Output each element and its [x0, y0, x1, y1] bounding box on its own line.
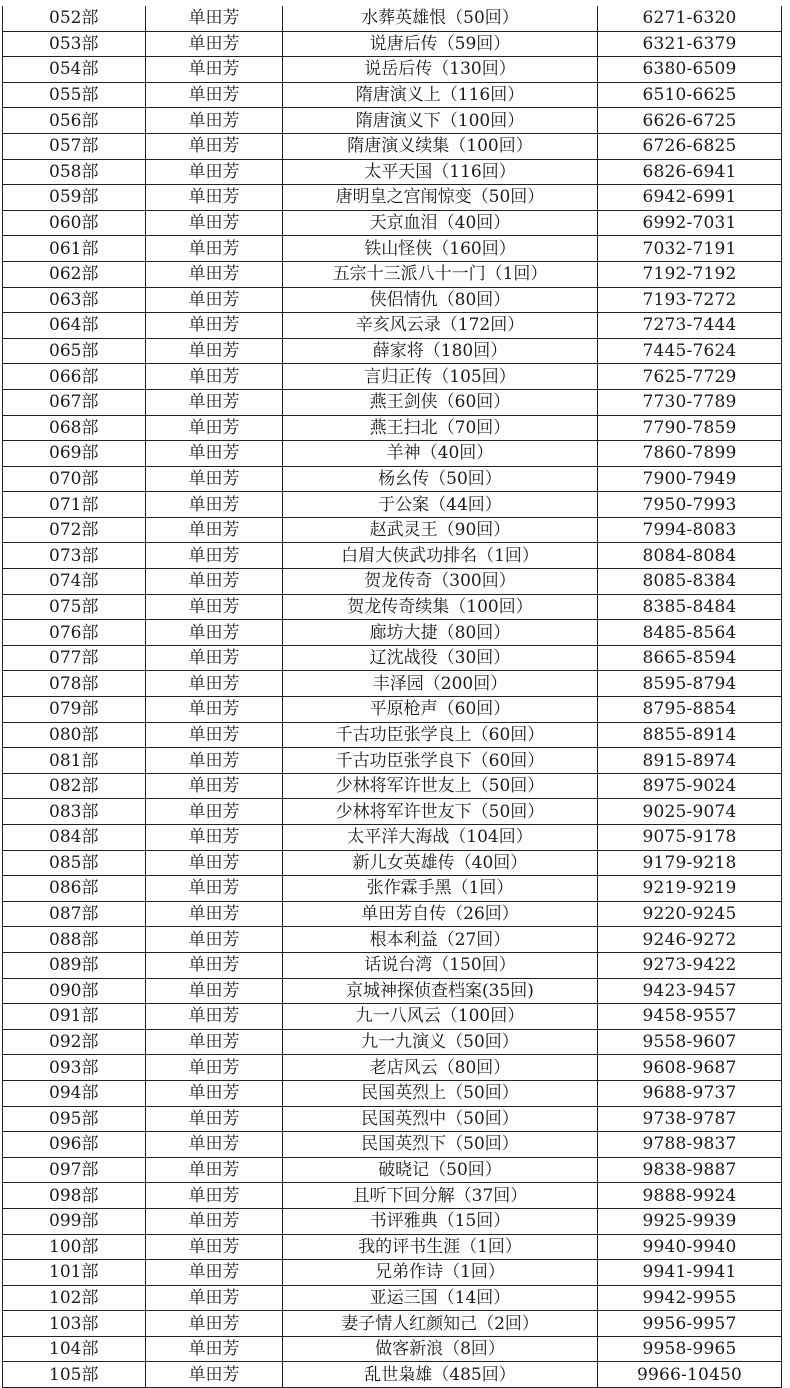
part-number-cell: 072部: [3, 517, 146, 543]
title-cell: 贺龙传奇（300回）: [283, 569, 598, 595]
title-cell: 薛家将（180回）: [283, 338, 598, 364]
table-row: [3, 1080, 782, 1106]
episode-range-cell: 9025-9074: [598, 799, 782, 825]
performer-cell: 单田芳: [146, 364, 283, 390]
part-number-cell: 087部: [3, 901, 146, 927]
performer-cell: 单田芳: [146, 594, 283, 620]
title-cell: 五宗十三派八十一门（1回）: [283, 261, 598, 287]
table-row: [3, 1311, 782, 1337]
performer-cell: 单田芳: [146, 313, 283, 339]
title-cell: 铁山怪侠（160回）: [283, 236, 598, 262]
title-cell: 亚运三国（14回）: [283, 1285, 598, 1311]
performer-cell: 单田芳: [146, 1234, 283, 1260]
table-row: [3, 415, 782, 441]
table-row: [3, 364, 782, 390]
part-number-cell: 078部: [3, 671, 146, 697]
table-row: [3, 1183, 782, 1209]
table-row: [3, 57, 782, 83]
episode-range-cell: 8975-9024: [598, 773, 782, 799]
title-cell: 根本利益（27回）: [283, 927, 598, 953]
title-cell: 破晓记（50回）: [283, 1157, 598, 1183]
title-cell: 我的评书生涯（1回）: [283, 1234, 598, 1260]
title-cell: 侠侣情仇（80回）: [283, 287, 598, 313]
title-cell: 水葬英雄恨（50回）: [283, 6, 598, 31]
performer-cell: 单田芳: [146, 287, 283, 313]
part-number-cell: 067部: [3, 389, 146, 415]
table-row: [3, 543, 782, 569]
table-row: [3, 594, 782, 620]
table-row: [3, 850, 782, 876]
episode-range-cell: 9423-9457: [598, 978, 782, 1004]
performer-cell: 单田芳: [146, 517, 283, 543]
title-cell: 民国英烈下（50回）: [283, 1132, 598, 1158]
part-number-cell: 099部: [3, 1208, 146, 1234]
episode-range-cell: 9688-9737: [598, 1080, 782, 1106]
performer-cell: 单田芳: [146, 1260, 283, 1286]
part-number-cell: 074部: [3, 569, 146, 595]
table-row: [3, 748, 782, 774]
performer-cell: 单田芳: [146, 210, 283, 236]
title-cell: 太平天国（116回）: [283, 159, 598, 185]
performer-cell: 单田芳: [146, 1080, 283, 1106]
episode-range-cell: 9958-9965: [598, 1336, 782, 1362]
title-cell: 妻子情人红颜知己（2回）: [283, 1311, 598, 1337]
title-cell: 太平洋大海战（104回）: [283, 825, 598, 851]
title-cell: 说岳后传（130回）: [283, 57, 598, 83]
part-number-cell: 083部: [3, 799, 146, 825]
title-cell: 新儿女英雄传（40回）: [283, 850, 598, 876]
title-cell: 辛亥风云录（172回）: [283, 313, 598, 339]
performer-cell: 单田芳: [146, 108, 283, 134]
performer-cell: 单田芳: [146, 876, 283, 902]
table-row: [3, 773, 782, 799]
part-number-cell: 100部: [3, 1234, 146, 1260]
episode-range-cell: 9956-9957: [598, 1311, 782, 1337]
performer-cell: 单田芳: [146, 748, 283, 774]
episode-range-cell: 7192-7192: [598, 261, 782, 287]
episode-range-cell: 9738-9787: [598, 1106, 782, 1132]
performer-cell: 单田芳: [146, 236, 283, 262]
part-number-cell: 056部: [3, 108, 146, 134]
table-row: [3, 927, 782, 953]
title-cell: 隋唐演义续集（100回）: [283, 133, 598, 159]
performer-cell: 单田芳: [146, 159, 283, 185]
performer-cell: 单田芳: [146, 1132, 283, 1158]
episode-range-cell: 6942-6991: [598, 185, 782, 211]
title-cell: 平原枪声（60回）: [283, 697, 598, 723]
performer-cell: 单田芳: [146, 492, 283, 518]
part-number-cell: 058部: [3, 159, 146, 185]
title-cell: 民国英烈中（50回）: [283, 1106, 598, 1132]
part-number-cell: 103部: [3, 1311, 146, 1337]
performer-cell: 单田芳: [146, 901, 283, 927]
performer-cell: 单田芳: [146, 82, 283, 108]
part-number-cell: 098部: [3, 1183, 146, 1209]
part-number-cell: 094部: [3, 1080, 146, 1106]
performer-cell: 单田芳: [146, 1311, 283, 1337]
episode-range-cell: 8085-8384: [598, 569, 782, 595]
title-cell: 廊坊大捷（80回）: [283, 620, 598, 646]
table-row: [3, 799, 782, 825]
part-number-cell: 105部: [3, 1362, 146, 1388]
performer-cell: 单田芳: [146, 722, 283, 748]
table-row: [3, 6, 782, 31]
part-number-cell: 101部: [3, 1260, 146, 1286]
table-row: [3, 1029, 782, 1055]
performer-cell: 单田芳: [146, 389, 283, 415]
performer-cell: 单田芳: [146, 543, 283, 569]
title-cell: 兄弟作诗（1回）: [283, 1260, 598, 1286]
episode-range-cell: 6726-6825: [598, 133, 782, 159]
performer-cell: 单田芳: [146, 1157, 283, 1183]
performer-cell: 单田芳: [146, 31, 283, 57]
performer-cell: 单田芳: [146, 773, 283, 799]
performer-cell: 单田芳: [146, 261, 283, 287]
episode-range-cell: 9075-9178: [598, 825, 782, 851]
title-cell: 杨幺传（50回）: [283, 466, 598, 492]
episode-range-cell: 9940-9940: [598, 1234, 782, 1260]
episode-range-cell: 6826-6941: [598, 159, 782, 185]
table-row: [3, 210, 782, 236]
episode-range-cell: 7193-7272: [598, 287, 782, 313]
title-cell: 天京血泪（40回）: [283, 210, 598, 236]
performer-cell: 单田芳: [146, 645, 283, 671]
episode-range-cell: 7860-7899: [598, 441, 782, 467]
performer-cell: 单田芳: [146, 1106, 283, 1132]
table-row: [3, 389, 782, 415]
title-cell: 辽沈战役（30回）: [283, 645, 598, 671]
table-row: [3, 492, 782, 518]
part-number-cell: 076部: [3, 620, 146, 646]
performer-cell: 单田芳: [146, 1055, 283, 1081]
table-row: [3, 876, 782, 902]
title-cell: 老店风云（80回）: [283, 1055, 598, 1081]
episode-range-cell: 9608-9687: [598, 1055, 782, 1081]
part-number-cell: 090部: [3, 978, 146, 1004]
performer-cell: 单田芳: [146, 671, 283, 697]
episode-range-cell: 9558-9607: [598, 1029, 782, 1055]
episode-range-cell: 6321-6379: [598, 31, 782, 57]
title-cell: 少林将军许世友下（50回）: [283, 799, 598, 825]
title-cell: 隋唐演义下（100回）: [283, 108, 598, 134]
performer-cell: 单田芳: [146, 338, 283, 364]
part-number-cell: 097部: [3, 1157, 146, 1183]
part-number-cell: 092部: [3, 1029, 146, 1055]
part-number-cell: 068部: [3, 415, 146, 441]
episode-range-cell: 6626-6725: [598, 108, 782, 134]
performer-cell: 单田芳: [146, 466, 283, 492]
table-row: [3, 1106, 782, 1132]
table-row: [3, 1208, 782, 1234]
title-cell: 言归正传（105回）: [283, 364, 598, 390]
performer-cell: 单田芳: [146, 1285, 283, 1311]
part-number-cell: 084部: [3, 825, 146, 851]
title-cell: 燕王扫北（70回）: [283, 415, 598, 441]
table-row: [3, 978, 782, 1004]
title-cell: 隋唐演义上（116回）: [283, 82, 598, 108]
episode-range-cell: 9788-9837: [598, 1132, 782, 1158]
title-cell: 贺龙传奇续集（100回）: [283, 594, 598, 620]
title-cell: 书评雅典（15回）: [283, 1208, 598, 1234]
table-row: [3, 1260, 782, 1286]
episode-range-cell: 9219-9219: [598, 876, 782, 902]
part-number-cell: 104部: [3, 1336, 146, 1362]
table-row: [3, 569, 782, 595]
part-number-cell: 102部: [3, 1285, 146, 1311]
table-row: [3, 901, 782, 927]
performer-cell: 单田芳: [146, 1183, 283, 1209]
table-row: [3, 287, 782, 313]
table-row: [3, 1336, 782, 1362]
part-number-cell: 065部: [3, 338, 146, 364]
title-cell: 说唐后传（59回）: [283, 31, 598, 57]
performer-cell: 单田芳: [146, 927, 283, 953]
performer-cell: 单田芳: [146, 799, 283, 825]
performer-cell: 单田芳: [146, 57, 283, 83]
performer-cell: 单田芳: [146, 6, 283, 31]
episode-range-cell: 7730-7789: [598, 389, 782, 415]
table-row: [3, 108, 782, 134]
part-number-cell: 077部: [3, 645, 146, 671]
part-number-cell: 057部: [3, 133, 146, 159]
title-cell: 张作霖手黑（1回）: [283, 876, 598, 902]
episode-range-cell: 7032-7191: [598, 236, 782, 262]
part-number-cell: 059部: [3, 185, 146, 211]
title-cell: 羊神（40回）: [283, 441, 598, 467]
title-cell: 话说台湾（150回）: [283, 952, 598, 978]
episode-range-cell: 9888-9924: [598, 1183, 782, 1209]
title-cell: 赵武灵王（90回）: [283, 517, 598, 543]
part-number-cell: 081部: [3, 748, 146, 774]
part-number-cell: 075部: [3, 594, 146, 620]
title-cell: 京城神探侦查档案(35回): [283, 978, 598, 1004]
table-row: [3, 82, 782, 108]
episode-range-cell: 9458-9557: [598, 1004, 782, 1030]
table-row: [3, 441, 782, 467]
episode-range-cell: 8485-8564: [598, 620, 782, 646]
performer-cell: 单田芳: [146, 1336, 283, 1362]
part-number-cell: 063部: [3, 287, 146, 313]
performer-cell: 单田芳: [146, 825, 283, 851]
title-cell: 九一八风云（100回）: [283, 1004, 598, 1030]
catalog-body: [3, 6, 782, 1388]
episode-range-cell: 7273-7444: [598, 313, 782, 339]
table-row: [3, 517, 782, 543]
table-row: [3, 1234, 782, 1260]
table-row: [3, 1362, 782, 1388]
table-row: [3, 236, 782, 262]
episode-range-cell: 8855-8914: [598, 722, 782, 748]
episode-range-cell: 8795-8854: [598, 697, 782, 723]
performer-cell: 单田芳: [146, 697, 283, 723]
part-number-cell: 082部: [3, 773, 146, 799]
title-cell: 九一九演义（50回）: [283, 1029, 598, 1055]
episode-range-cell: 8084-8084: [598, 543, 782, 569]
table-row: [3, 466, 782, 492]
episode-range-cell: 7790-7859: [598, 415, 782, 441]
title-cell: 乱世枭雄（485回）: [283, 1362, 598, 1388]
episode-range-cell: 9925-9939: [598, 1208, 782, 1234]
part-number-cell: 088部: [3, 927, 146, 953]
episode-range-cell: 9246-9272: [598, 927, 782, 953]
episode-range-cell: 9179-9218: [598, 850, 782, 876]
performer-cell: 单田芳: [146, 1029, 283, 1055]
performer-cell: 单田芳: [146, 441, 283, 467]
performer-cell: 单田芳: [146, 978, 283, 1004]
performer-cell: 单田芳: [146, 415, 283, 441]
episode-range-cell: 8665-8594: [598, 645, 782, 671]
part-number-cell: 062部: [3, 261, 146, 287]
table-row: [3, 313, 782, 339]
part-number-cell: 080部: [3, 722, 146, 748]
part-number-cell: 086部: [3, 876, 146, 902]
title-cell: 做客新浪（8回）: [283, 1336, 598, 1362]
episode-range-cell: 9941-9941: [598, 1260, 782, 1286]
catalog-table: [2, 6, 782, 1388]
title-cell: 千古功臣张学良上（60回）: [283, 722, 598, 748]
episode-range-cell: 8915-8974: [598, 748, 782, 774]
table-row: [3, 697, 782, 723]
part-number-cell: 093部: [3, 1055, 146, 1081]
title-cell: 少林将军许世友上（50回）: [283, 773, 598, 799]
episode-range-cell: 9273-9422: [598, 952, 782, 978]
table-row: [3, 645, 782, 671]
performer-cell: 单田芳: [146, 620, 283, 646]
part-number-cell: 055部: [3, 82, 146, 108]
episode-range-cell: 7950-7993: [598, 492, 782, 518]
performer-cell: 单田芳: [146, 1362, 283, 1388]
episode-range-cell: 7994-8083: [598, 517, 782, 543]
episode-range-cell: 9220-9245: [598, 901, 782, 927]
part-number-cell: 089部: [3, 952, 146, 978]
table-row: [3, 825, 782, 851]
table-row: [3, 185, 782, 211]
part-number-cell: 073部: [3, 543, 146, 569]
title-cell: 千古功臣张学良下（60回）: [283, 748, 598, 774]
part-number-cell: 085部: [3, 850, 146, 876]
part-number-cell: 095部: [3, 1106, 146, 1132]
table-row: [3, 338, 782, 364]
performer-cell: 单田芳: [146, 133, 283, 159]
performer-cell: 单田芳: [146, 952, 283, 978]
episode-range-cell: 7445-7624: [598, 338, 782, 364]
episode-range-cell: 7900-7949: [598, 466, 782, 492]
table-row: [3, 952, 782, 978]
part-number-cell: 060部: [3, 210, 146, 236]
table-row: [3, 133, 782, 159]
part-number-cell: 052部: [3, 6, 146, 31]
table-row: [3, 31, 782, 57]
episode-range-cell: 6992-7031: [598, 210, 782, 236]
episode-range-cell: 6271-6320: [598, 6, 782, 31]
part-number-cell: 053部: [3, 31, 146, 57]
title-cell: 单田芳自传（26回）: [283, 901, 598, 927]
episode-range-cell: 9942-9955: [598, 1285, 782, 1311]
title-cell: 唐明皇之宫闱惊变（50回）: [283, 185, 598, 211]
part-number-cell: 066部: [3, 364, 146, 390]
episode-range-cell: 8385-8484: [598, 594, 782, 620]
episode-range-cell: 8595-8794: [598, 671, 782, 697]
performer-cell: 单田芳: [146, 1004, 283, 1030]
title-cell: 丰泽园（200回）: [283, 671, 598, 697]
performer-cell: 单田芳: [146, 1208, 283, 1234]
title-cell: 白眉大侠武功排名（1回）: [283, 543, 598, 569]
table-row: [3, 671, 782, 697]
episode-range-cell: 9966-10450: [598, 1362, 782, 1388]
title-cell: 燕王剑侠（60回）: [283, 389, 598, 415]
part-number-cell: 096部: [3, 1132, 146, 1158]
episode-range-cell: 7625-7729: [598, 364, 782, 390]
part-number-cell: 064部: [3, 313, 146, 339]
episode-range-cell: 6380-6509: [598, 57, 782, 83]
part-number-cell: 054部: [3, 57, 146, 83]
performer-cell: 单田芳: [146, 185, 283, 211]
part-number-cell: 069部: [3, 441, 146, 467]
performer-cell: 单田芳: [146, 850, 283, 876]
title-cell: 且听下回分解（37回）: [283, 1183, 598, 1209]
table-row: [3, 261, 782, 287]
part-number-cell: 070部: [3, 466, 146, 492]
part-number-cell: 079部: [3, 697, 146, 723]
table-row: [3, 722, 782, 748]
title-cell: 于公案（44回）: [283, 492, 598, 518]
table-row: [3, 1004, 782, 1030]
performer-cell: 单田芳: [146, 569, 283, 595]
table-row: [3, 620, 782, 646]
table-row: [3, 1157, 782, 1183]
table-row: [3, 1132, 782, 1158]
episode-range-cell: 9838-9887: [598, 1157, 782, 1183]
table-row: [3, 1055, 782, 1081]
table-row: [3, 1285, 782, 1311]
part-number-cell: 091部: [3, 1004, 146, 1030]
episode-range-cell: 6510-6625: [598, 82, 782, 108]
title-cell: 民国英烈上（50回）: [283, 1080, 598, 1106]
part-number-cell: 071部: [3, 492, 146, 518]
table-row: [3, 159, 782, 185]
part-number-cell: 061部: [3, 236, 146, 262]
